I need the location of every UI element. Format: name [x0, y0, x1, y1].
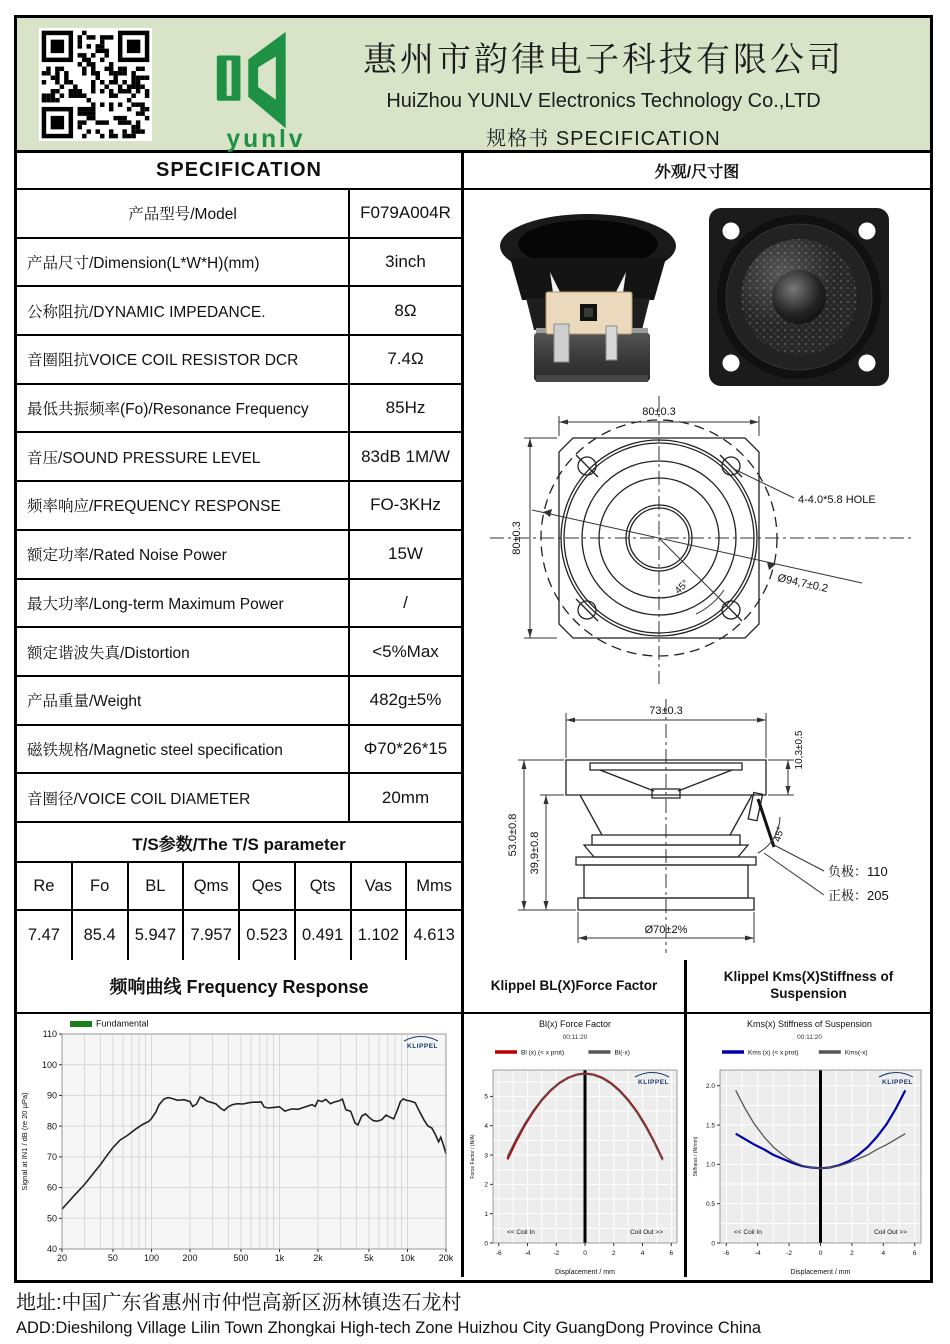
- spec-table-row: [17, 580, 461, 629]
- svg-text:2.0: 2.0: [705, 1083, 715, 1091]
- sv-dim-inner: 39,9±0.8: [529, 831, 541, 875]
- specification-panel: [17, 153, 461, 960]
- side-view-drawing: [472, 695, 922, 960]
- logo-wordmark: yunlv: [226, 125, 306, 152]
- svg-text:100: 100: [143, 1253, 159, 1263]
- svg-text:Kms(-x): Kms(-x): [844, 1049, 868, 1057]
- spec-row-value: 482g±5%: [369, 690, 442, 710]
- header-titles: [317, 18, 890, 150]
- svg-text:Coil Out >>: Coil Out >>: [630, 1229, 663, 1236]
- svg-text:-2: -2: [553, 1250, 560, 1257]
- svg-text:Bl(x) Force Factor: Bl(x) Force Factor: [538, 1019, 612, 1029]
- ts-header-cell: Fo: [73, 863, 129, 909]
- svg-text:50: 50: [46, 1213, 57, 1224]
- svg-text:90: 90: [46, 1090, 57, 1101]
- spec-table-row: [17, 774, 461, 823]
- svg-text:10k: 10k: [400, 1253, 415, 1263]
- svg-text:2k: 2k: [313, 1253, 323, 1263]
- ts-header-cell: Qms: [184, 863, 240, 909]
- spec-row-label: 音圈径/VOICE COIL DIAMETER: [17, 774, 350, 821]
- svg-text:0: 0: [583, 1250, 587, 1257]
- kms-stiffness-panel: [684, 960, 930, 1277]
- svg-text:1: 1: [484, 1210, 488, 1218]
- svg-text:Displacement / mm: Displacement / mm: [555, 1269, 615, 1276]
- svg-text:110: 110: [42, 1029, 57, 1040]
- svg-text:1k: 1k: [274, 1253, 285, 1263]
- footer-address: [16, 1286, 936, 1338]
- svg-text:80: 80: [46, 1121, 57, 1132]
- spec-row-value: Φ70*26*15: [363, 738, 448, 758]
- svg-text:4: 4: [484, 1122, 488, 1130]
- svg-text:20k: 20k: [438, 1253, 454, 1263]
- svg-text:2: 2: [850, 1250, 854, 1257]
- company-name-en: HuiZhou YUNLV Electronics Technology Co.,LTD: [386, 90, 821, 112]
- drawing-area: [464, 190, 930, 960]
- svg-text:100: 100: [41, 1059, 57, 1070]
- sv-dim-flange: 10,3±0.5: [794, 730, 805, 770]
- svg-text:4: 4: [881, 1250, 886, 1257]
- ts-header-cell: BL: [129, 863, 185, 909]
- fv-dim-height: 80±0.3: [511, 521, 523, 555]
- svg-text:00:11:20: 00:11:20: [562, 1034, 588, 1041]
- ts-parameter-title: T/S参数/The T/S parameter: [17, 823, 461, 863]
- main-content: [17, 153, 930, 960]
- svg-text:-6: -6: [723, 1250, 730, 1257]
- spec-row-value: 15W: [388, 544, 423, 564]
- spec-row-value: 20mm: [381, 787, 430, 807]
- svg-text:70: 70: [46, 1152, 57, 1163]
- svg-text:Kms (x) (< x prot): Kms (x) (< x prot): [748, 1049, 799, 1057]
- spec-row-label: 最大功率/Long-term Maximum Power: [17, 580, 350, 627]
- ts-parameter-values: [17, 911, 461, 960]
- company-name-cn: 惠州市韵律电子科技有限公司: [363, 41, 844, 79]
- sv-dim-total: 53.0±0.8: [507, 813, 519, 857]
- svg-text:Bl (x) (< x prot): Bl (x) (< x prot): [521, 1049, 565, 1057]
- appearance-panel-title: 外观/尺寸图: [464, 153, 930, 190]
- ts-parameter-headers: [17, 863, 461, 911]
- svg-text:Fundamental: Fundamental: [96, 1018, 149, 1029]
- spec-row-value: 3inch: [385, 252, 426, 272]
- ts-header-cell: Re: [17, 863, 73, 909]
- sv-dim-bottom: Ø70±2%: [644, 924, 688, 936]
- ts-value-cell: 7.47: [17, 911, 73, 960]
- svg-text:KLIPPEL: KLIPPEL: [638, 1079, 669, 1086]
- spec-table-row: [17, 190, 461, 239]
- spec-row-label: 磁铁规格/Magnetic steel specification: [17, 726, 350, 773]
- svg-text:<< Coil In: << Coil In: [734, 1229, 762, 1236]
- svg-text:0.5: 0.5: [705, 1200, 715, 1208]
- spec-row-value: /: [403, 592, 408, 612]
- spec-row-value: F079A004R: [360, 203, 451, 223]
- spec-table-row: [17, 433, 461, 482]
- svg-text:6: 6: [912, 1250, 917, 1257]
- svg-text:5k: 5k: [364, 1253, 374, 1263]
- spec-row-label: 频率响应/FREQUENCY RESPONSE: [17, 482, 350, 529]
- spec-table-row: [17, 677, 461, 726]
- ts-header-cell: Vas: [352, 863, 408, 909]
- charts-row: [17, 960, 930, 1277]
- appearance-dimension-panel: [461, 153, 930, 960]
- spec-row-value: FO-3KHz: [370, 495, 441, 515]
- svg-text:Kms(x) Stiffness of Suspension: Kms(x) Stiffness of Suspension: [747, 1019, 872, 1029]
- frequency-response-panel: [17, 960, 461, 1277]
- svg-text:200: 200: [182, 1253, 198, 1263]
- bl-force-factor-header: Klippel BL(X)Force Factor: [464, 960, 684, 1014]
- svg-text:0: 0: [484, 1240, 488, 1248]
- header: [17, 18, 930, 153]
- front-view-drawing: [472, 390, 922, 690]
- address-en: ADD:Dieshilong Village Lilin Town Zhongkai High-tech Zone Huizhou City GuangDong Province China: [16, 1319, 762, 1337]
- spec-row-label: 公称阻抗/DYNAMIC IMPEDANCE.: [17, 287, 350, 334]
- spec-table-row: [17, 726, 461, 775]
- bl-force-factor-panel: [461, 960, 684, 1277]
- spec-row-label: 产品型号/Model: [17, 190, 350, 237]
- svg-text:4: 4: [640, 1250, 645, 1257]
- svg-text:-4: -4: [754, 1250, 761, 1257]
- speaker-side-photo: [492, 206, 684, 388]
- spec-row-value: 85Hz: [385, 398, 426, 418]
- spec-row-label: 额定功率/Rated Noise Power: [17, 531, 350, 578]
- svg-text:Stiffness / (N/mm): Stiffness / (N/mm): [693, 1136, 699, 1177]
- svg-text:-6: -6: [495, 1250, 502, 1257]
- spec-row-label: 产品尺寸/Dimension(L*W*H)(mm): [17, 239, 350, 286]
- spec-row-label: 音圈阻抗VOICE COIL RESISTOR DCR: [17, 336, 350, 383]
- svg-text:KLIPPEL: KLIPPEL: [407, 1043, 438, 1050]
- spec-row-label: 音压/SOUND PRESSURE LEVEL: [17, 433, 350, 480]
- qr-code-image: [39, 28, 152, 141]
- spec-table-row: [17, 239, 461, 288]
- svg-text:00:11:20: 00:11:20: [797, 1034, 822, 1041]
- ts-value-cell: 4.613: [413, 926, 455, 944]
- fv-angle: 45°: [672, 577, 692, 597]
- spec-table-row: [17, 482, 461, 531]
- document-frame: [14, 15, 933, 1283]
- spec-table-row: [17, 628, 461, 677]
- ts-header-cell: Qes: [240, 863, 296, 909]
- sv-negative-label: 负极：110: [828, 864, 888, 879]
- spec-table-row: [17, 336, 461, 385]
- fv-hole-note: 4-4.0*5.8 HOLE: [798, 494, 876, 506]
- ts-value-cell: 85.4: [73, 911, 129, 960]
- specification-title: SPECIFICATION: [17, 153, 461, 190]
- svg-text:50: 50: [107, 1253, 118, 1263]
- fv-dim-width: 80±0.3: [642, 406, 676, 418]
- spec-row-value: 8Ω: [394, 300, 417, 320]
- svg-text:2: 2: [484, 1181, 488, 1189]
- spec-table-row: [17, 287, 461, 336]
- svg-text:3: 3: [484, 1152, 488, 1160]
- svg-text:Force Factor / (N/A): Force Factor / (N/A): [470, 1134, 476, 1179]
- speaker-logo-icon: [207, 22, 325, 152]
- svg-text:-2: -2: [786, 1250, 792, 1257]
- svg-text:1.5: 1.5: [705, 1122, 715, 1130]
- spec-table-row: [17, 385, 461, 434]
- sv-dim-top: 73±0.3: [649, 705, 683, 717]
- frequency-response-chart: [18, 1014, 458, 1277]
- svg-text:Coil Out >>: Coil Out >>: [874, 1229, 907, 1236]
- spec-row-value: 7.4Ω: [387, 349, 424, 369]
- svg-text:Bl(-x): Bl(-x): [614, 1049, 630, 1057]
- bl-force-factor-chart: [465, 1014, 685, 1277]
- svg-text:<< Coil In: << Coil In: [507, 1229, 535, 1236]
- ts-header-cell: Qts: [296, 863, 352, 909]
- qr-code: [39, 28, 152, 141]
- spec-row-label: 产品重量/Weight: [17, 677, 350, 724]
- ts-value-cell: 7.957: [184, 911, 240, 960]
- svg-text:60: 60: [46, 1182, 57, 1193]
- svg-text:5: 5: [484, 1093, 488, 1101]
- kms-stiffness-chart: [688, 1014, 931, 1277]
- svg-text:1.0: 1.0: [705, 1161, 715, 1169]
- ts-value-cell: 0.491: [296, 911, 352, 960]
- frequency-response-header: 频响曲线 Frequency Response: [17, 960, 461, 1014]
- svg-text:Displacement / mm: Displacement / mm: [790, 1269, 851, 1276]
- svg-text:KLIPPEL: KLIPPEL: [882, 1079, 913, 1086]
- fv-diameter: Ø94,7±0.2: [776, 572, 830, 596]
- company-logo: [207, 22, 325, 150]
- spec-table-row: [17, 531, 461, 580]
- ts-value-cell: 5.947: [129, 911, 185, 960]
- svg-text:0: 0: [711, 1240, 715, 1248]
- svg-text:500: 500: [233, 1253, 249, 1263]
- ts-value-cell: 1.102: [352, 911, 408, 960]
- svg-text:0: 0: [818, 1250, 823, 1257]
- svg-text:2: 2: [611, 1250, 616, 1257]
- spec-row-value: 83dB 1M/W: [361, 446, 450, 466]
- speaker-front-photo: [706, 202, 892, 392]
- svg-text:20: 20: [56, 1253, 68, 1263]
- ts-header-cell: Mms: [416, 876, 452, 895]
- svg-text:40: 40: [46, 1244, 57, 1255]
- document-type-title: 规格书 SPECIFICATION: [486, 128, 721, 150]
- kms-stiffness-header: Klippel Kms(X)Stiffness of Suspension: [687, 960, 930, 1014]
- svg-text:Signal at IN1 / dB (re 20 µPa): Signal at IN1 / dB (re 20 µPa): [20, 1092, 29, 1191]
- address-cn: 地址:中国广东省惠州市仲恺高新区沥林镇迭石龙村: [16, 1292, 462, 1314]
- sv-angle: 45°: [772, 825, 787, 844]
- spec-row-value: <5%Max: [372, 641, 439, 661]
- ts-value-cell: 0.523: [240, 911, 296, 960]
- sv-positive-label: 正极：205: [828, 888, 889, 903]
- spec-row-label: 额定谐波失真/Distortion: [17, 628, 350, 675]
- spec-row-label: 最低共振频率(Fo)/Resonance Frequency: [17, 385, 350, 432]
- svg-text:-4: -4: [524, 1250, 531, 1257]
- specification-rows: [17, 190, 461, 823]
- svg-text:6: 6: [669, 1250, 674, 1257]
